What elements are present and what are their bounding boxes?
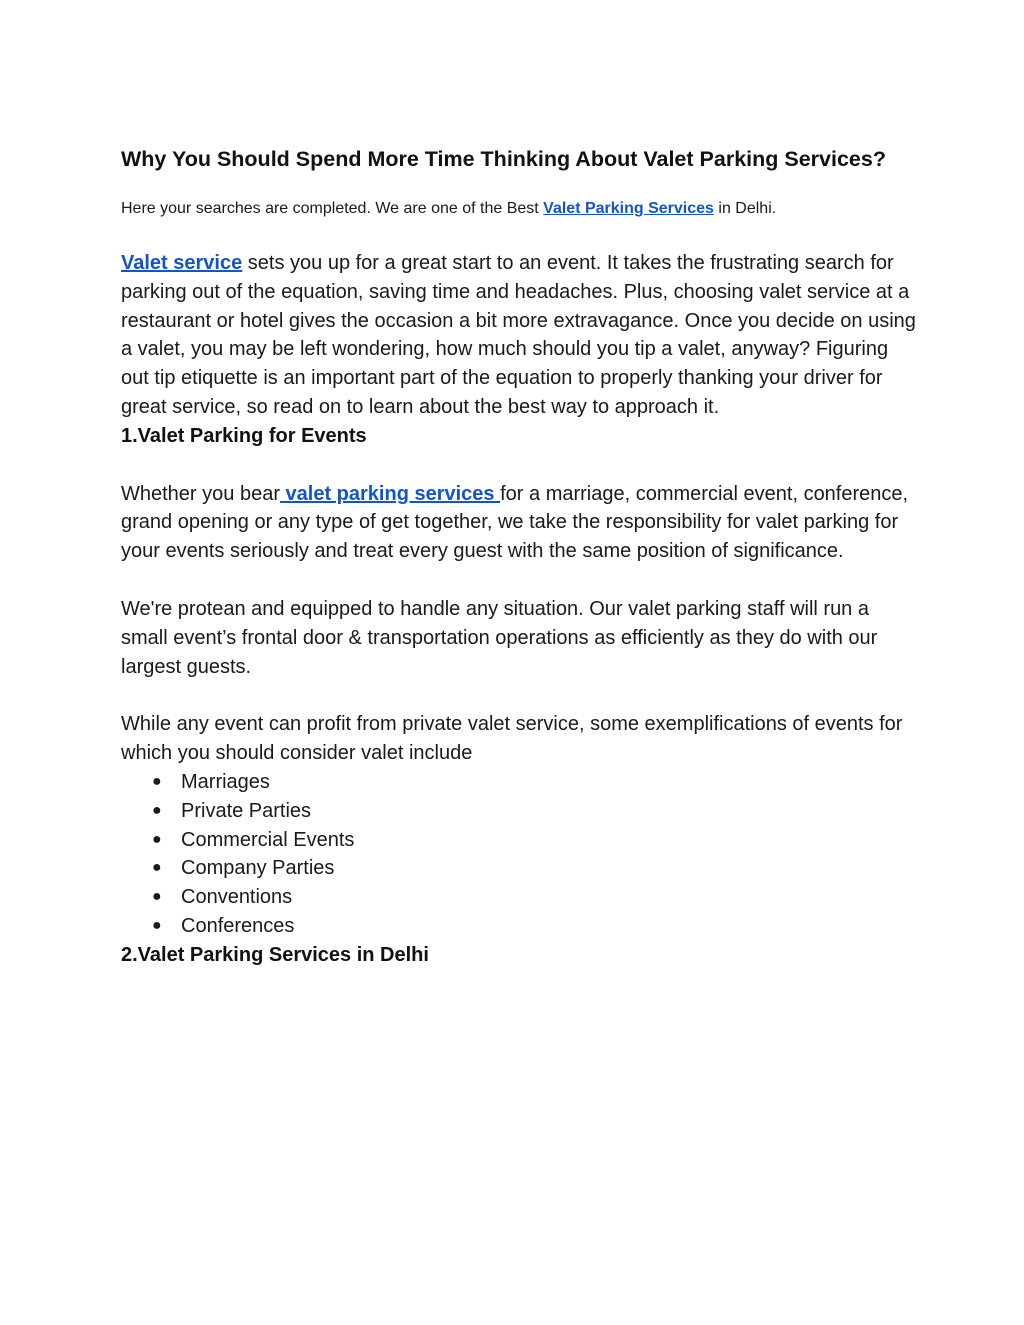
list-item [152,768,921,797]
intro-text-before: Here your searches are completed. We are one of the Best [121,200,544,217]
valet-parking-services-link[interactable]: Valet Parking Services [543,200,714,217]
valet-service-link[interactable]: Valet service [121,252,243,274]
list-item-label: Commercial Events [181,828,355,851]
paragraph-valet-service-text: sets you up for a great start to an event. It takes the frustrating search for parking out of the equation, saving time and headaches. Plus, choosing valet service at a restaurant or hotel gives the occasion a bit more extravagance. Once you decide on using a valet, you may be left wondering, how much should you tip a valet, anyway? Figuring out tip etiquette is an important part of the equation to properly thanking your driver for great service, so read on to learn about the best way to approach it. [121,252,916,418]
bullet-icon: ● [152,801,162,819]
list-item [152,854,921,883]
valet-parking-services-inline-link[interactable]: valet parking services [279,482,501,505]
list-item [152,883,921,912]
paragraph-protean: We're protean and equipped to handle any situation. Our valet parking staff will run a small event’s frontal door & transportation operations as efficiently as they do with our largest guests. [121,597,878,678]
list-item [152,912,921,941]
list-item-label: Conventions [181,886,293,909]
document-page [121,143,921,970]
intro-paragraph [121,198,921,220]
bullet-icon: ● [152,830,162,848]
bullet-icon: ● [152,916,162,934]
intro-text-after: in Delhi. [713,200,777,217]
document-title: Why You Should Spend More Time Thinking About Valet Parking Services? [121,147,886,171]
bullet-icon: ● [152,888,162,906]
list-item-label: Private Parties [181,799,312,822]
paragraph-events-list-intro: While any event can profit from private valet service, some exemplifications of events for which you should consider valet include [121,713,903,765]
section-heading-delhi: 2.Valet Parking Services in Delhi [121,943,429,966]
events-bullet-list [121,768,921,941]
list-item-label: Company Parties [181,857,335,880]
paragraph-events-after: for a marriage, commercial event, conference, grand opening or any type of get together, we take the responsibility for valet parking for your events seriously and treat every guest with the same position of significance. [121,482,909,563]
paragraph-valet-service [121,249,921,422]
bullet-icon: ● [152,772,162,790]
paragraph-events-before: Whether you bear [121,482,280,505]
list-item [152,797,921,826]
list-item-label: Marriages [181,770,270,793]
bullet-icon: ● [152,859,162,877]
list-item [152,826,921,855]
paragraph-events [121,480,921,566]
section-heading-events: 1.Valet Parking for Events [121,424,367,447]
list-item-label: Conferences [181,914,295,937]
